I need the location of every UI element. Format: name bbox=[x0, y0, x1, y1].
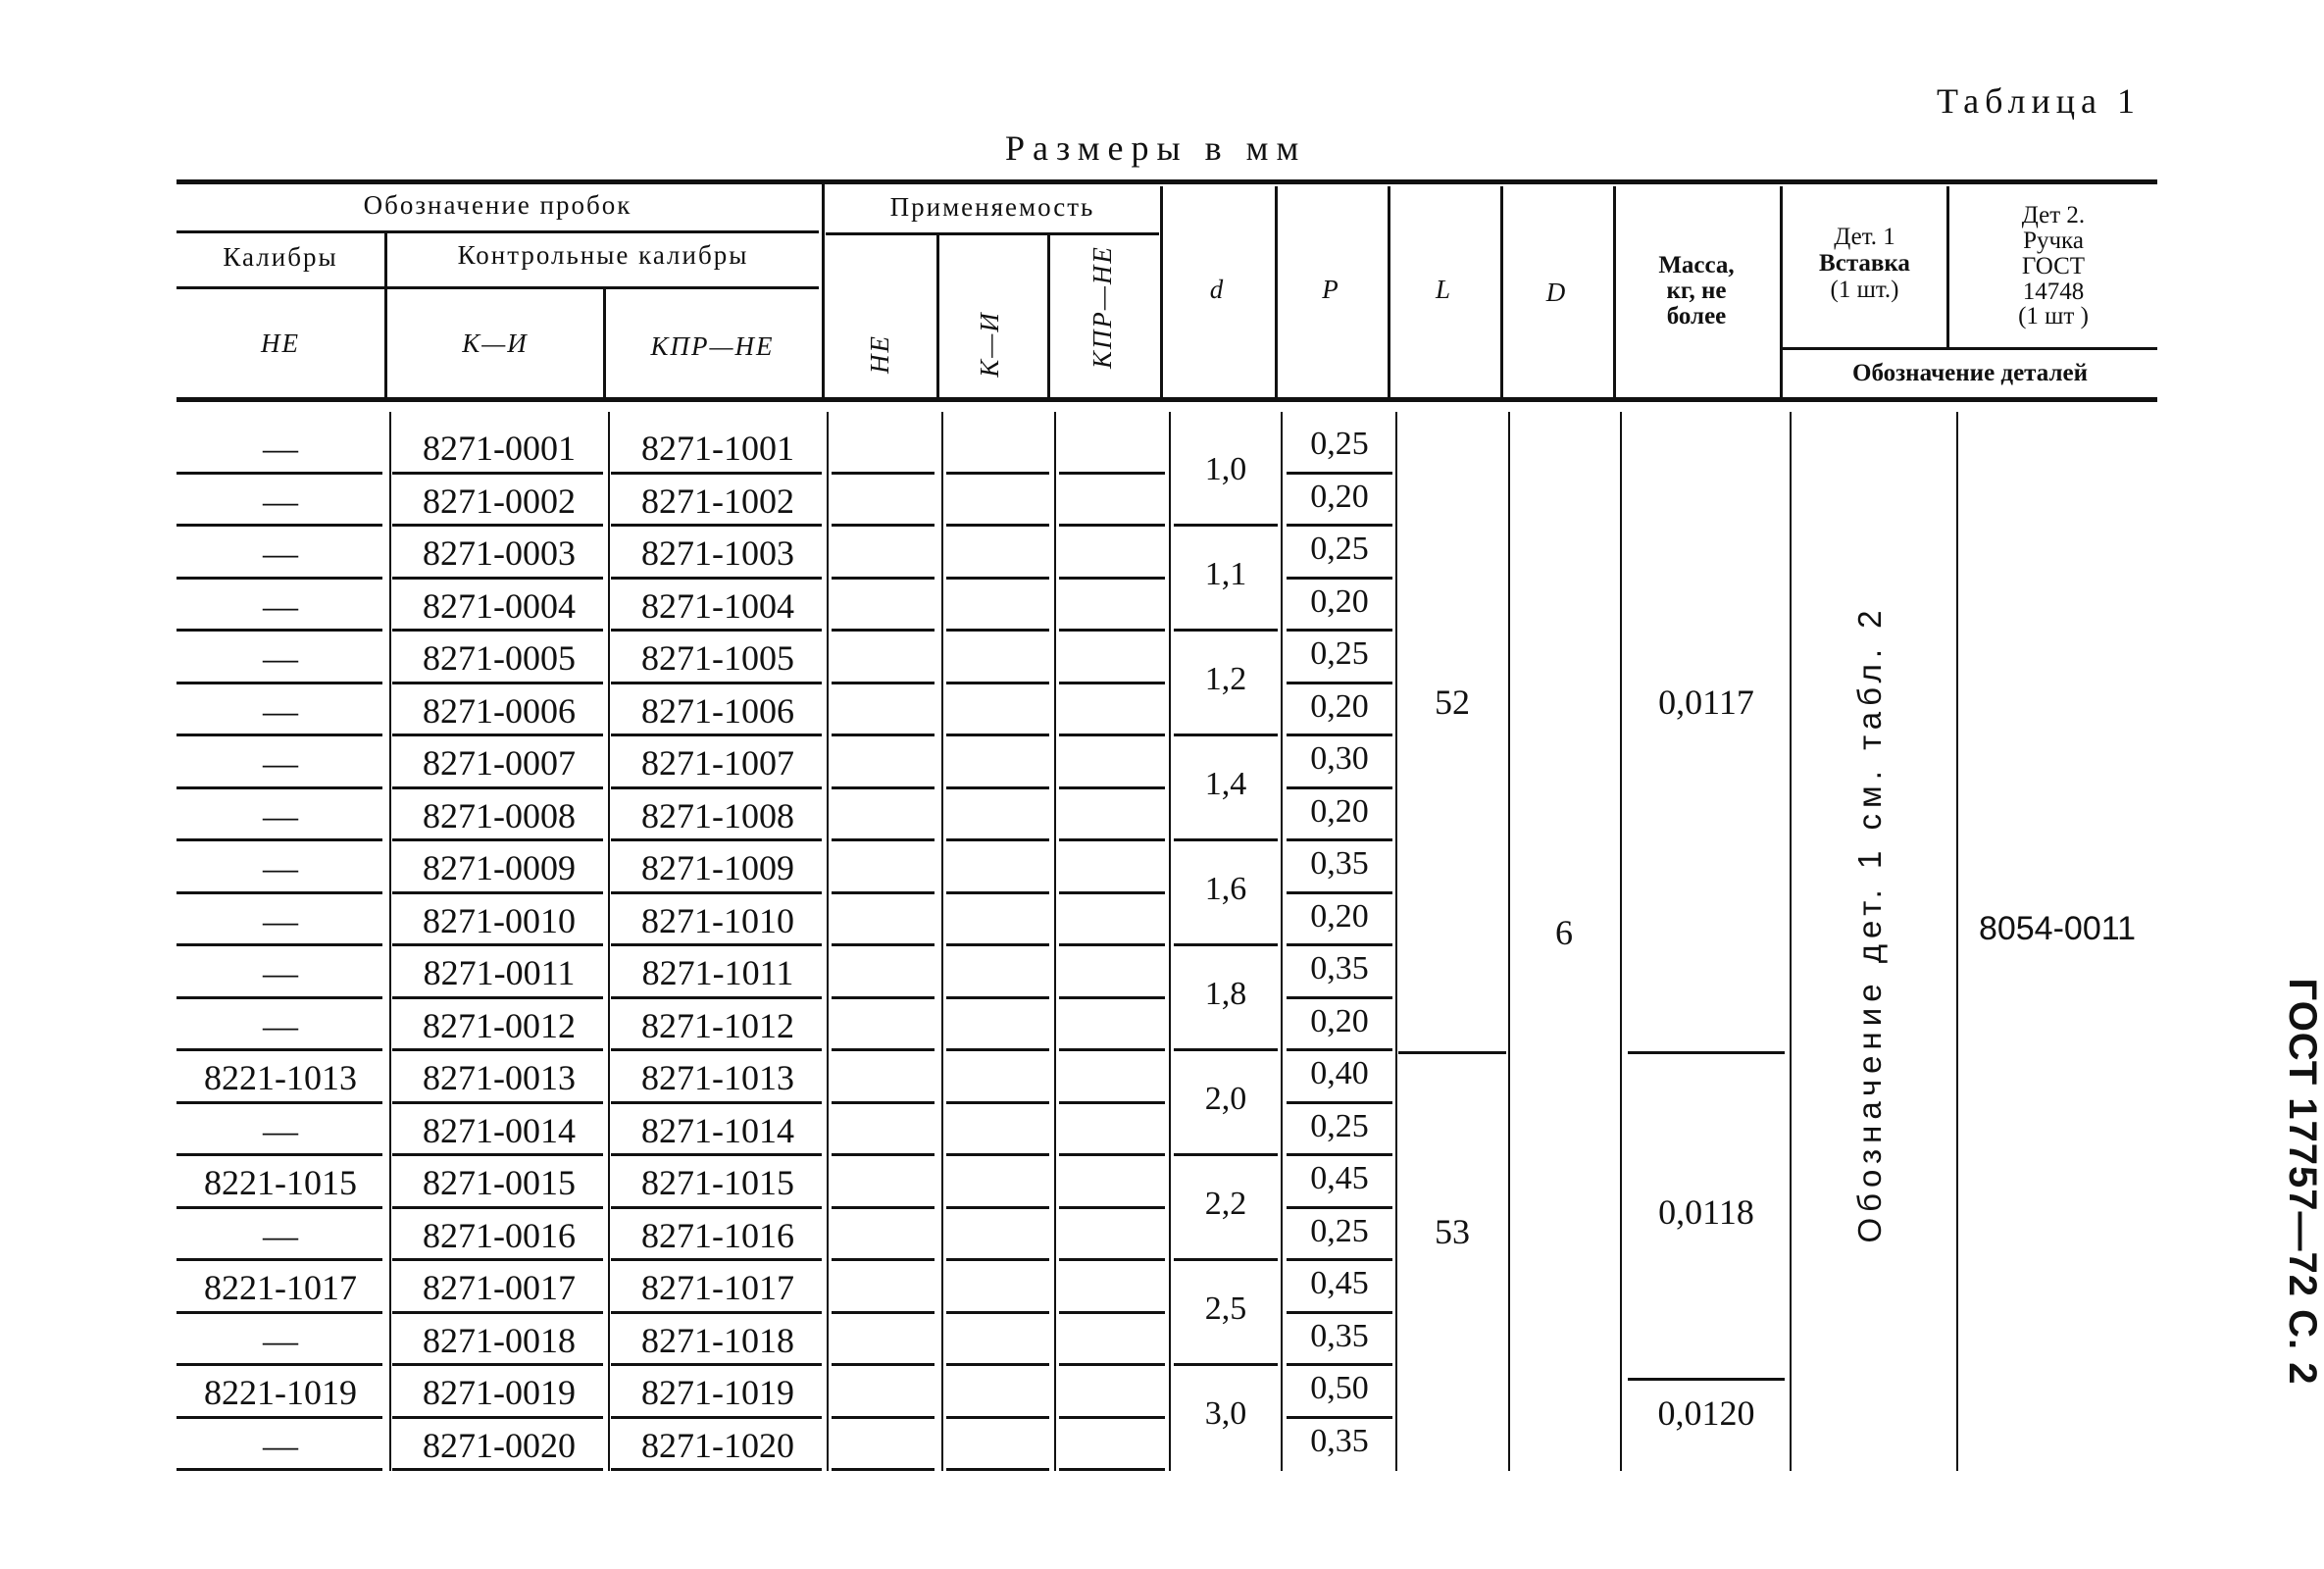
ki-cell: 8271-0012 bbox=[423, 1005, 576, 1045]
kpr-cell: 8271-1019 bbox=[641, 1373, 794, 1412]
row-rule-app-ne bbox=[832, 1048, 935, 1051]
row-rule-ne bbox=[177, 1311, 382, 1314]
d-rule bbox=[1174, 629, 1278, 632]
body-vline-kpr bbox=[608, 412, 610, 1471]
ne-cell: — bbox=[263, 1320, 298, 1360]
table-title: Таблица 1 bbox=[1937, 81, 2141, 121]
ki-cell: 8271-0006 bbox=[423, 690, 576, 731]
header-rule-designation bbox=[177, 230, 819, 233]
row-rule-p bbox=[1287, 1258, 1392, 1261]
row-rule-kpr bbox=[611, 682, 822, 684]
row-rule-app-ki bbox=[946, 1048, 1049, 1051]
p-cell: 0,35 bbox=[1310, 1422, 1369, 1459]
row-rule-kpr bbox=[611, 1048, 822, 1051]
row-rule-app-ne bbox=[832, 838, 935, 841]
header-top-rule bbox=[177, 179, 2157, 184]
row-rule-p bbox=[1287, 996, 1392, 999]
row-rule-app-ki bbox=[946, 629, 1049, 632]
ne-cell: — bbox=[263, 795, 298, 835]
ne-cell: — bbox=[263, 848, 298, 887]
row-rule-kpr bbox=[611, 786, 822, 789]
d-cell: 1,2 bbox=[1204, 661, 1247, 697]
ne-cell: 8221-1013 bbox=[204, 1058, 357, 1097]
body-vline-part2 bbox=[1956, 412, 1958, 1471]
ne-cell: 8221-1017 bbox=[204, 1268, 357, 1307]
row-rule-app-ne bbox=[832, 1153, 935, 1156]
row-rule-ne bbox=[177, 1153, 382, 1156]
kpr-cell: 8271-1001 bbox=[641, 429, 794, 468]
header-part1-2: Вставка bbox=[1819, 250, 1910, 277]
row-rule-ki bbox=[392, 786, 603, 789]
ne-cell: — bbox=[263, 429, 298, 468]
ki-cell: 8271-0009 bbox=[423, 848, 576, 887]
d-rule bbox=[1174, 524, 1278, 527]
row-rule-ki bbox=[392, 524, 603, 527]
kpr-cell: 8271-1010 bbox=[641, 900, 794, 940]
p-cell: 0,35 bbox=[1310, 845, 1369, 882]
header-k-i: К—И bbox=[462, 329, 529, 358]
ki-cell: 8271-0007 bbox=[423, 743, 576, 783]
row-rule-p bbox=[1287, 943, 1392, 946]
d-rule bbox=[1174, 838, 1278, 841]
row-rule-app-kpr bbox=[1059, 734, 1165, 736]
row-rule-kpr bbox=[611, 1153, 822, 1156]
row-rule-app-kpr bbox=[1059, 1153, 1165, 1156]
body-vline-p bbox=[1281, 412, 1283, 1471]
row-rule-p bbox=[1287, 1101, 1392, 1104]
p-cell: 0,45 bbox=[1310, 1160, 1369, 1196]
row-rule-app-ne bbox=[832, 1416, 935, 1419]
row-rule-app-kpr bbox=[1059, 943, 1165, 946]
body-vline-ki bbox=[389, 412, 391, 1471]
header-gauges-ne: НЕ bbox=[261, 329, 300, 358]
ki-cell: 8271-0010 bbox=[423, 900, 576, 940]
ne-cell: — bbox=[263, 1215, 298, 1255]
row-rule-kpr bbox=[611, 838, 822, 841]
kpr-cell: 8271-1009 bbox=[641, 848, 794, 887]
row-rule-ne bbox=[177, 1048, 382, 1051]
d-cell: 1,1 bbox=[1204, 556, 1247, 592]
row-rule-app-ne bbox=[832, 577, 935, 580]
p-cell: 0,25 bbox=[1310, 426, 1369, 462]
row-rule-app-ne bbox=[832, 682, 935, 684]
header-rule-applicability bbox=[826, 232, 1159, 235]
kpr-cell: 8271-1012 bbox=[641, 1005, 794, 1045]
header-part1-3: (1 шт.) bbox=[1830, 277, 1899, 303]
row-rule-app-ki bbox=[946, 1468, 1049, 1471]
row-rule-ne bbox=[177, 682, 382, 684]
row-rule-kpr bbox=[611, 996, 822, 999]
row-rule-ne bbox=[177, 838, 382, 841]
ki-cell: 8271-0008 bbox=[423, 795, 576, 835]
ne-cell: 8221-1015 bbox=[204, 1163, 357, 1202]
p-cell: 0,45 bbox=[1310, 1265, 1369, 1301]
row-rule-ne bbox=[177, 891, 382, 894]
part2-value: 8054-0011 bbox=[1978, 910, 2137, 947]
l-value-52: 52 bbox=[1435, 683, 1470, 722]
row-rule-p bbox=[1287, 838, 1392, 841]
row-rule-ki bbox=[392, 1468, 603, 1471]
body-vline-d bbox=[1169, 412, 1171, 1471]
mass-value-3: 0,0120 bbox=[1657, 1393, 1755, 1433]
row-rule-kpr bbox=[611, 472, 822, 475]
ne-cell: — bbox=[263, 1425, 298, 1465]
ne-cell: — bbox=[263, 585, 298, 626]
ne-cell: — bbox=[263, 481, 298, 521]
p-cell: 0,25 bbox=[1310, 531, 1369, 567]
ki-cell: 8271-0001 bbox=[423, 429, 576, 468]
dd-value: 6 bbox=[1555, 913, 1573, 952]
p-cell: 0,20 bbox=[1310, 582, 1369, 620]
row-rule-app-kpr bbox=[1059, 1416, 1165, 1419]
row-rule-app-ne bbox=[832, 1311, 935, 1314]
ki-cell: 8271-0002 bbox=[423, 481, 576, 521]
p-cell: 0,20 bbox=[1310, 687, 1369, 725]
row-rule-app-ne bbox=[832, 1468, 935, 1471]
row-rule-app-ki bbox=[946, 577, 1049, 580]
row-rule-app-ki bbox=[946, 891, 1049, 894]
d-rule bbox=[1174, 1153, 1278, 1156]
row-rule-p bbox=[1287, 524, 1392, 527]
row-rule-app-ki bbox=[946, 838, 1049, 841]
row-rule-app-kpr bbox=[1059, 1311, 1165, 1314]
body-vline-app-ki bbox=[941, 412, 943, 1471]
header-control-gauges: Контрольные калибры bbox=[457, 240, 749, 270]
row-rule-ne bbox=[177, 996, 382, 999]
row-rule-kpr bbox=[611, 1311, 822, 1314]
row-rule-kpr bbox=[611, 1258, 822, 1261]
row-rule-kpr bbox=[611, 1468, 822, 1471]
row-rule-app-ne bbox=[832, 1363, 935, 1366]
header-rule-gauges bbox=[177, 286, 819, 289]
body-vline-l bbox=[1395, 412, 1397, 1471]
row-rule-app-kpr bbox=[1059, 786, 1165, 789]
header-l: L bbox=[1435, 275, 1453, 304]
ki-cell: 8271-0018 bbox=[423, 1320, 576, 1360]
row-rule-ki bbox=[392, 1363, 603, 1366]
p-cell: 0,35 bbox=[1310, 1317, 1369, 1354]
d-rule bbox=[1174, 943, 1278, 946]
row-rule-ki bbox=[392, 996, 603, 999]
row-rule-p bbox=[1287, 1206, 1392, 1209]
row-rule-ne bbox=[177, 1363, 382, 1366]
gost-side-label: ГОСТ 17757—72 С. 2 bbox=[2281, 978, 2324, 1386]
row-rule-app-kpr bbox=[1059, 1258, 1165, 1261]
row-rule-app-kpr bbox=[1059, 996, 1165, 999]
header-gauges: Калибры bbox=[223, 242, 338, 272]
ki-cell: 8271-0003 bbox=[423, 533, 576, 573]
row-rule-app-ne bbox=[832, 1101, 935, 1104]
header-part2-2: Ручка bbox=[2023, 228, 2084, 254]
d-cell: 2,2 bbox=[1204, 1186, 1247, 1222]
d-cell: 3,0 bbox=[1204, 1395, 1247, 1432]
kpr-cell: 8271-1005 bbox=[641, 638, 794, 678]
row-rule-app-ki bbox=[946, 1101, 1049, 1104]
ki-cell: 8271-0005 bbox=[423, 638, 576, 678]
row-rule-p bbox=[1287, 734, 1392, 736]
row-rule-ki bbox=[392, 629, 603, 632]
row-rule-app-ne bbox=[832, 943, 935, 946]
header-vline-4 bbox=[936, 235, 939, 397]
header-bottom-rule bbox=[177, 397, 2157, 402]
row-rule-ne bbox=[177, 472, 382, 475]
row-rule-app-ki bbox=[946, 734, 1049, 736]
row-rule-app-ki bbox=[946, 943, 1049, 946]
kpr-cell: 8271-1003 bbox=[641, 533, 794, 573]
p-cell: 0,35 bbox=[1310, 950, 1369, 987]
row-rule-app-kpr bbox=[1059, 891, 1165, 894]
row-rule-kpr bbox=[611, 1101, 822, 1104]
body-vline-app-ne bbox=[827, 412, 829, 1471]
header-mass-1: Масса, bbox=[1658, 252, 1735, 278]
row-rule-ki bbox=[392, 1206, 603, 1209]
row-rule-p bbox=[1287, 1048, 1392, 1051]
p-cell: 0,40 bbox=[1310, 1055, 1369, 1091]
row-rule-app-kpr bbox=[1059, 682, 1165, 684]
d-rule bbox=[1174, 1258, 1278, 1261]
row-rule-kpr bbox=[611, 1416, 822, 1419]
row-rule-app-ki bbox=[946, 682, 1049, 684]
header-app-ne: НЕ bbox=[865, 334, 894, 374]
row-rule-ne bbox=[177, 524, 382, 527]
header-d: d bbox=[1209, 275, 1226, 304]
header-mass-3: более bbox=[1666, 303, 1727, 329]
header-applicability: Применяемость bbox=[889, 192, 1095, 222]
row-rule-p bbox=[1287, 1416, 1392, 1419]
row-rule-app-ki bbox=[946, 996, 1049, 999]
ne-cell: — bbox=[263, 690, 298, 731]
body-vline-part1 bbox=[1790, 412, 1792, 1471]
d-cell: 1,0 bbox=[1204, 451, 1247, 487]
row-rule-p bbox=[1287, 1153, 1392, 1156]
header-parts-designation: Обозначение деталей bbox=[1852, 360, 2088, 386]
row-rule-p bbox=[1287, 1311, 1392, 1314]
row-rule-p bbox=[1287, 1363, 1392, 1366]
row-rule-app-ki bbox=[946, 1153, 1049, 1156]
ki-cell: 8271-0004 bbox=[423, 585, 576, 626]
row-rule-app-ki bbox=[946, 1206, 1049, 1209]
d-rule bbox=[1174, 1048, 1278, 1051]
row-rule-p bbox=[1287, 577, 1392, 580]
kpr-cell: 8271-1017 bbox=[641, 1268, 794, 1307]
row-rule-app-ne bbox=[832, 524, 935, 527]
row-rule-app-ki bbox=[946, 786, 1049, 789]
row-rule-ki bbox=[392, 1311, 603, 1314]
row-rule-p bbox=[1287, 682, 1392, 684]
header-part2-3: ГОСТ bbox=[2021, 253, 2086, 279]
kpr-cell: 8271-1018 bbox=[641, 1320, 794, 1360]
row-rule-kpr bbox=[611, 1363, 822, 1366]
row-rule-app-kpr bbox=[1059, 1101, 1165, 1104]
row-rule-app-kpr bbox=[1059, 1048, 1165, 1051]
row-rule-app-ne bbox=[832, 996, 935, 999]
row-rule-ki bbox=[392, 1153, 603, 1156]
row-rule-ki bbox=[392, 891, 603, 894]
row-rule-app-kpr bbox=[1059, 1468, 1165, 1471]
row-rule-app-ne bbox=[832, 734, 935, 736]
p-cell: 0,30 bbox=[1310, 740, 1369, 777]
kpr-cell: 8271-1007 bbox=[641, 743, 794, 783]
p-cell: 0,20 bbox=[1310, 478, 1369, 515]
mass-value-1: 0,0117 bbox=[1658, 683, 1754, 722]
ne-cell: — bbox=[263, 900, 298, 940]
ne-cell: — bbox=[263, 638, 298, 678]
kpr-cell: 8271-1014 bbox=[641, 1110, 794, 1150]
ki-cell: 8271-0013 bbox=[423, 1058, 576, 1097]
ne-cell: — bbox=[263, 1110, 298, 1150]
row-rule-ki bbox=[392, 1258, 603, 1261]
row-rule-ne bbox=[177, 786, 382, 789]
row-rule-app-ki bbox=[946, 1258, 1049, 1261]
row-rule-ki bbox=[392, 1101, 603, 1104]
d-cell: 2,5 bbox=[1204, 1291, 1247, 1327]
row-rule-app-kpr bbox=[1059, 838, 1165, 841]
p-cell: 0,20 bbox=[1310, 897, 1369, 935]
row-rule-app-kpr bbox=[1059, 1206, 1165, 1209]
d-rule bbox=[1174, 734, 1278, 736]
row-rule-p bbox=[1287, 786, 1392, 789]
row-rule-app-ki bbox=[946, 1363, 1049, 1366]
row-rule-ne bbox=[177, 1416, 382, 1419]
row-rule-kpr bbox=[611, 524, 822, 527]
header-part2-5: (1 шт ) bbox=[2018, 303, 2089, 329]
kpr-cell: 8271-1008 bbox=[641, 795, 794, 835]
d-cell: 1,4 bbox=[1204, 766, 1247, 802]
p-cell: 0,50 bbox=[1310, 1370, 1369, 1406]
ne-cell: — bbox=[263, 743, 298, 783]
row-rule-app-kpr bbox=[1059, 629, 1165, 632]
header-p: P bbox=[1322, 275, 1340, 304]
d-cell: 2,0 bbox=[1204, 1081, 1247, 1117]
body-vline-mass bbox=[1620, 412, 1622, 1471]
units-caption: Размеры в мм bbox=[1005, 128, 1307, 168]
header-vline-3 bbox=[822, 179, 825, 397]
row-rule-kpr bbox=[611, 891, 822, 894]
l-value-53: 53 bbox=[1435, 1212, 1470, 1251]
row-rule-ne bbox=[177, 629, 382, 632]
ki-cell: 8271-0014 bbox=[423, 1110, 576, 1150]
kpr-cell: 8271-1002 bbox=[641, 481, 794, 521]
row-rule-ki bbox=[392, 734, 603, 736]
mass-split-rule-1 bbox=[1628, 1051, 1785, 1054]
kpr-cell: 8271-1013 bbox=[641, 1058, 794, 1097]
row-rule-ki bbox=[392, 943, 603, 946]
ki-cell: 8271-0011 bbox=[423, 953, 576, 992]
header-mass-2: кг, не bbox=[1666, 278, 1727, 304]
kpr-cell: 8271-1020 bbox=[641, 1425, 794, 1465]
row-rule-ne bbox=[177, 1468, 382, 1471]
ki-cell: 8271-0020 bbox=[423, 1425, 576, 1465]
row-rule-app-kpr bbox=[1059, 577, 1165, 580]
kpr-cell: 8271-1004 bbox=[641, 585, 794, 626]
ne-cell: 8221-1019 bbox=[204, 1373, 357, 1412]
header-dd: D bbox=[1545, 278, 1568, 307]
d-cell: 1,6 bbox=[1204, 871, 1247, 907]
row-rule-kpr bbox=[611, 629, 822, 632]
row-rule-kpr bbox=[611, 943, 822, 946]
row-rule-app-kpr bbox=[1059, 1363, 1165, 1366]
row-rule-app-ne bbox=[832, 472, 935, 475]
p-cell: 0,25 bbox=[1310, 1212, 1369, 1249]
row-rule-app-ne bbox=[832, 891, 935, 894]
row-rule-p bbox=[1287, 472, 1392, 475]
row-rule-kpr bbox=[611, 1206, 822, 1209]
kpr-cell: 8271-1015 bbox=[641, 1163, 794, 1202]
row-rule-ki bbox=[392, 1416, 603, 1419]
header-rule-parts bbox=[1783, 347, 2157, 350]
header-app-kpr-ne: КПР—НЕ bbox=[1087, 245, 1117, 369]
row-rule-ne bbox=[177, 1258, 382, 1261]
kpr-cell: 8271-1006 bbox=[641, 690, 794, 731]
row-rule-ki bbox=[392, 577, 603, 580]
header-vline-5 bbox=[1047, 235, 1050, 397]
header-app-k-i: К—И bbox=[975, 311, 1004, 378]
row-rule-ki bbox=[392, 682, 603, 684]
header-part1-1: Дет. 1 bbox=[1834, 224, 1895, 250]
d-rule bbox=[1174, 1363, 1278, 1366]
row-rule-app-ne bbox=[832, 1258, 935, 1261]
row-rule-app-ki bbox=[946, 472, 1049, 475]
ne-cell: — bbox=[263, 953, 298, 992]
mass-value-2: 0,0118 bbox=[1658, 1192, 1754, 1232]
row-rule-ne bbox=[177, 943, 382, 946]
row-rule-app-ki bbox=[946, 1416, 1049, 1419]
row-rule-kpr bbox=[611, 734, 822, 736]
row-rule-app-ki bbox=[946, 524, 1049, 527]
p-cell: 0,20 bbox=[1310, 1002, 1369, 1039]
row-rule-ne bbox=[177, 734, 382, 736]
ki-cell: 8271-0019 bbox=[423, 1373, 576, 1412]
header-plug-designation: Обозначение пробок bbox=[363, 190, 632, 220]
mass-split-rule-2 bbox=[1628, 1378, 1785, 1381]
row-rule-app-ne bbox=[832, 629, 935, 632]
row-rule-ki bbox=[392, 1048, 603, 1051]
row-rule-app-kpr bbox=[1059, 472, 1165, 475]
part1-note: Обозначение дет. 1 см. табл. 2 bbox=[1851, 604, 1888, 1243]
ne-cell: — bbox=[263, 533, 298, 573]
row-rule-kpr bbox=[611, 577, 822, 580]
row-rule-ne bbox=[177, 577, 382, 580]
row-rule-ne bbox=[177, 1101, 382, 1104]
header-kpr-ne: КПР—НЕ bbox=[650, 331, 775, 361]
body-vline-app-kpr bbox=[1054, 412, 1056, 1471]
ki-cell: 8271-0016 bbox=[423, 1215, 576, 1255]
row-rule-p bbox=[1287, 891, 1392, 894]
row-rule-ki bbox=[392, 838, 603, 841]
ki-cell: 8271-0015 bbox=[423, 1163, 576, 1202]
ne-cell: — bbox=[263, 1005, 298, 1045]
p-cell: 0,25 bbox=[1310, 1107, 1369, 1144]
header-part2-1: Дет 2. bbox=[2021, 202, 2086, 228]
row-rule-app-ne bbox=[832, 786, 935, 789]
header-part2-4: 14748 bbox=[2022, 278, 2085, 305]
ki-cell: 8271-0017 bbox=[423, 1268, 576, 1307]
kpr-cell: 8271-1011 bbox=[641, 953, 794, 992]
row-rule-ne bbox=[177, 1206, 382, 1209]
row-rule-ki bbox=[392, 472, 603, 475]
p-cell: 0,25 bbox=[1310, 635, 1369, 672]
row-rule-p bbox=[1287, 629, 1392, 632]
d-cell: 1,8 bbox=[1204, 976, 1247, 1012]
row-rule-app-ne bbox=[832, 1206, 935, 1209]
row-rule-app-kpr bbox=[1059, 524, 1165, 527]
row-rule-app-ki bbox=[946, 1311, 1049, 1314]
l-split-rule bbox=[1398, 1051, 1506, 1054]
p-cell: 0,20 bbox=[1310, 792, 1369, 830]
kpr-cell: 8271-1016 bbox=[641, 1215, 794, 1255]
